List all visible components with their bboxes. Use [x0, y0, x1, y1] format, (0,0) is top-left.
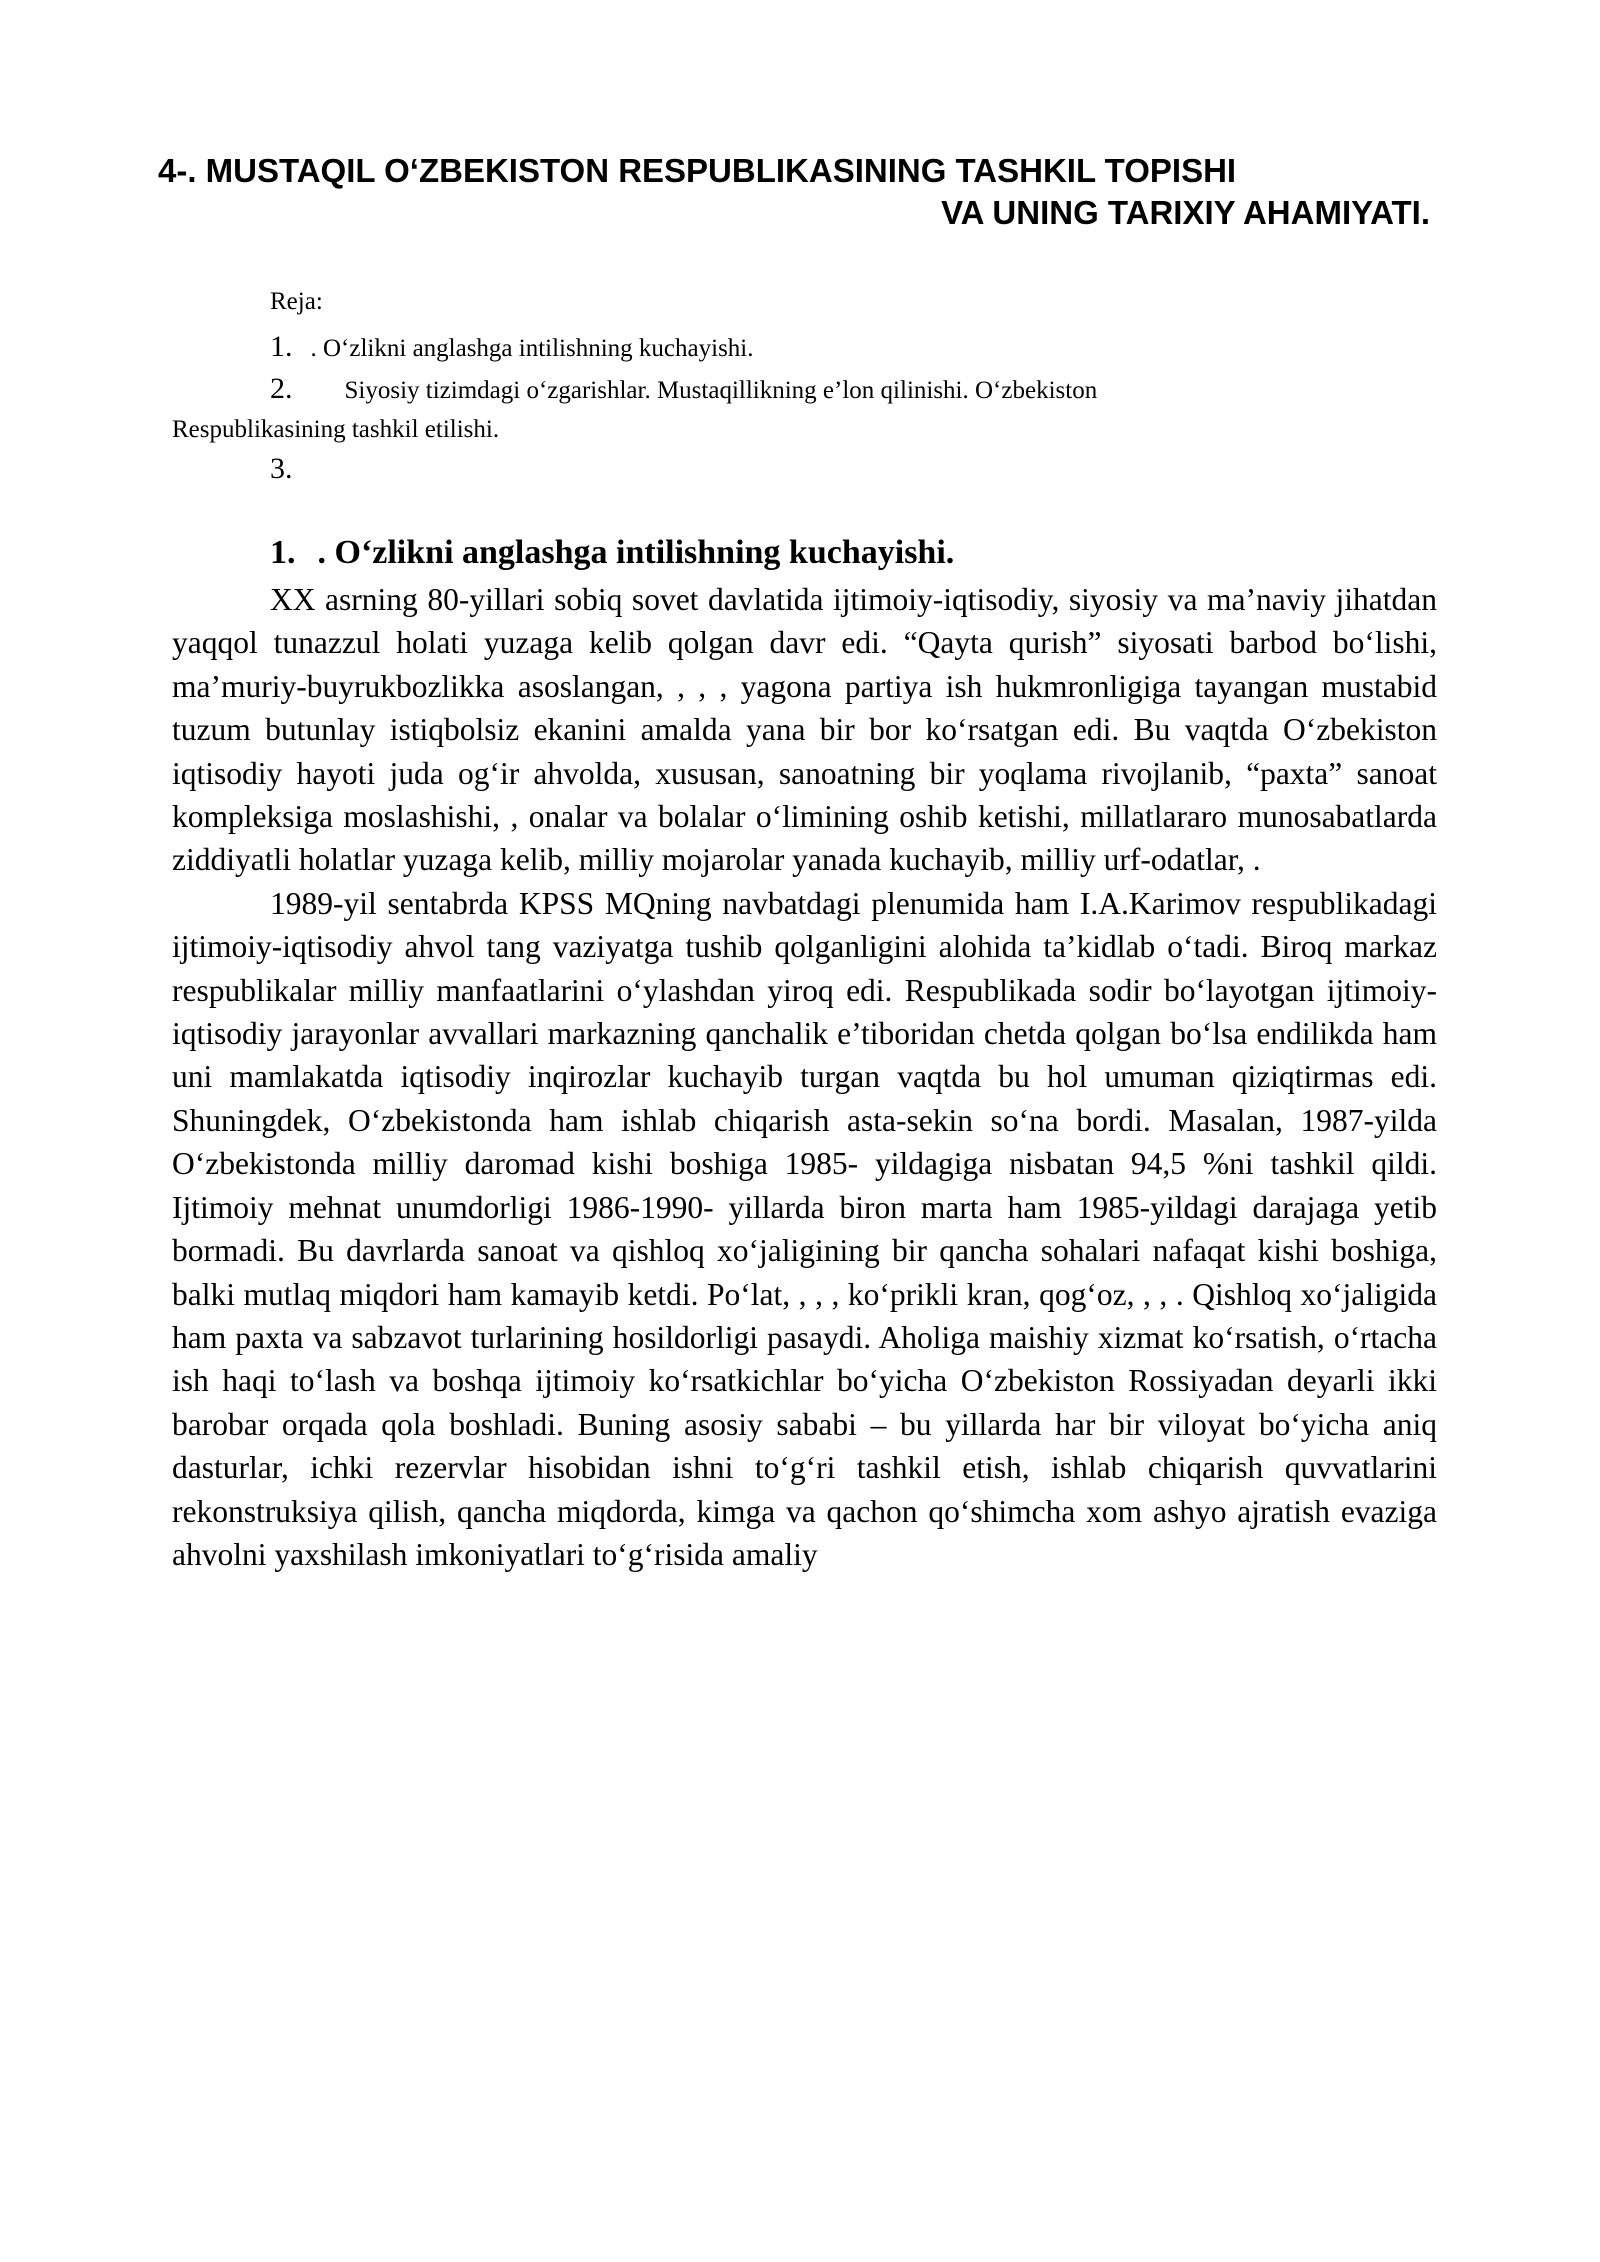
section-heading: [270, 534, 954, 572]
title-line-2: VA UNING TARIXIY AHAMIYATI.: [941, 194, 1430, 231]
plan-item-number: 3.: [270, 452, 293, 485]
plan-item: [270, 372, 1097, 406]
plan-item-text: Siyosiy tizimdagi o‘zgarishlar. Mustaqillikning e’lon qilinishi. O‘zbekiston: [344, 377, 1098, 404]
page-title: [158, 150, 1430, 234]
section-body: [172, 578, 1437, 1576]
plan-item-continuation: Respublikasining tashkil etilishi.: [172, 416, 500, 443]
body-paragraph: XX asrning 80-yillari sobiq sovet davlatida ijtimoiy-iqtisodiy, siyosiy va ma’naviy jihatdan yaqqol tunazzul holati yuzaga kelib qolgan davr edi. “Qayta qurish” siyosati barbod bo‘lishi, ma’muriy-buyrukbozlikka asoslangan, , , , yagona partiya ish hukmronligiga tayangan mustabid tuzum butunlay istiqbolsiz ekanini amalda yana bir bor ko‘rsatgan edi. Bu vaqtda O‘zbekiston iqtisodiy hayoti juda og‘ir ahvolda, xususan, sanoatning bir yoqlama rivojlanib, “paxta” sanoat kompleksiga moslashishi, , onalar va bolalar o‘limining oshib ketishi, millatlararo munosabatlarda ziddiyatli holatlar yuzaga kelib, milliy mojarolar yanada kuchayib, milliy urf-odatlar, .: [172, 582, 1437, 878]
plan-item-number: 2.: [270, 372, 293, 405]
section-number: 1.: [270, 534, 296, 571]
plan-item-number: 1.: [270, 330, 293, 363]
body-paragraph: 1989-yil sentabrda KPSS MQning navbatdagi plenumida ham I.A.Karimov respublikadagi ijtimoiy-iqtisodiy ahvol tang vaziyatga tushib qolganligini alohida ta’kidlab o‘tadi. Biroq markaz respublikalar milliy manfaatlarini o‘ylashdan yiroq edi. Respublikada sodir bo‘layotgan ijtimoiy-iqtisodiy jarayonlar avvallari markazning qanchalik e’tiboridan chetda qolgan bo‘lsa endilikda ham uni mamlakatda iqtisodiy inqirozlar kuchayib turgan vaqtda bu hol umuman qiziqtirmas edi. Shuningdek, O‘zbekistonda ham ishlab chiqarish asta-sekin so‘na bordi. Masalan, 1987-yilda O‘zbekistonda milliy daromad kishi boshiga 1985- yildagiga nisbatan 94,5 %ni tashkil qildi. Ijtimoiy mehnat unumdorligi 1986-1990- yillarda biron marta ham 1985-yildagi darajaga yetib bormadi. Bu davrlarda sanoat va qishloq xo‘jaligining bir qancha sohalari nafaqat kishi boshiga, balki mutlaq miqdori ham kamayib ketdi. Po‘lat, , , , ko‘prikli kran, qog‘oz, , , . Qishloq xo‘jaligida ham paxta va sabzavot turlarining hosildorligi pasaydi. Aholiga maishiy xizmat ko‘rsatish, o‘rtacha ish haqi to‘lash va boshqa ijtimoiy ko‘rsatkichlar bo‘yicha O‘zbekiston Rossiyadan deyarli ikki barobar orqada qola boshladi. Buning asosiy sababi – bu yillarda har bir viloyat bo‘yicha aniq dasturlar, ichki rezervlar hisobidan ishni to‘g‘ri tashkil etish, ishlab chiqarish quvvatlarini rekonstruksiya qilish, qancha miqdorda, kimga va qachon qo‘shimcha xom ashyo ajratish evaziga ahvolni yaxshilash imkoniyatlari to‘g‘risida amaliy: [172, 885, 1437, 1572]
plan-item: [270, 330, 754, 364]
plan-item-text: . O‘zlikni anglashga intilishning kuchayishi.: [310, 335, 754, 362]
section-title: . O‘zlikni anglashga intilishning kuchayishi.: [317, 534, 955, 571]
title-line-1: 4-. MUSTAQIL O‘ZBEKISTON RESPUBLIKASINING TASHKIL TOPISHI: [158, 152, 1237, 189]
plan-label: Reja:: [270, 288, 323, 315]
plan-item: [270, 452, 293, 486]
